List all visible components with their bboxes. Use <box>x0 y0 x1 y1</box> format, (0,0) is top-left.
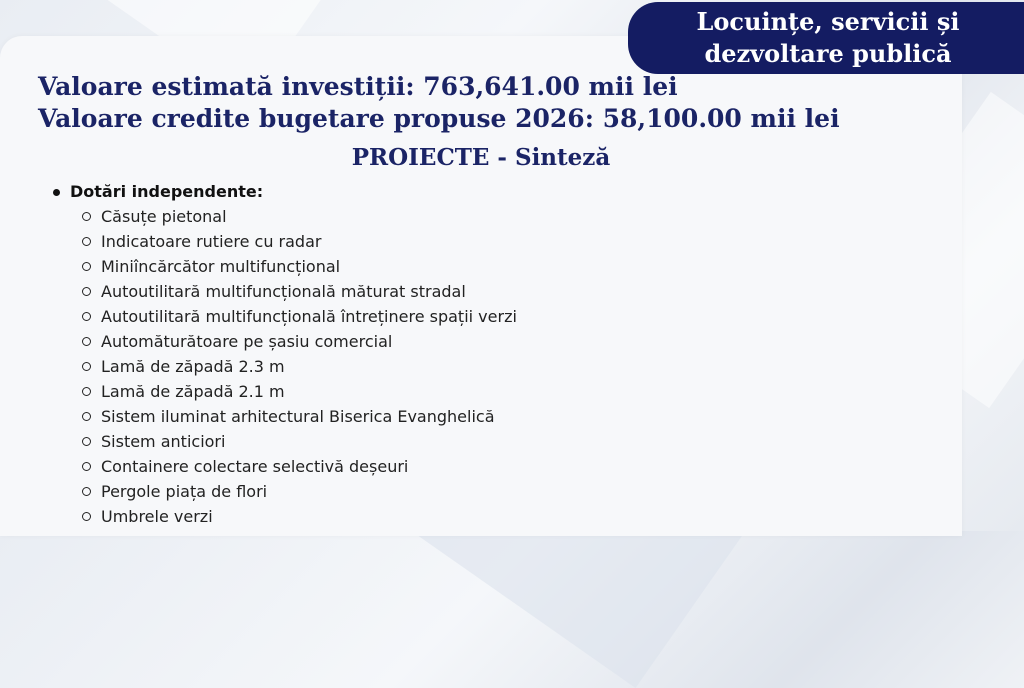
budget-credits-heading: Valoare credite bugetare propuse 2026: 58,100.00 mii lei <box>38 104 840 133</box>
list-item: Autoutilitară multifuncțională întreținere spații verzi <box>80 304 517 329</box>
investment-value-heading: Valoare estimată investiții: 763,641.00 mii lei <box>38 72 678 101</box>
list-item: Autoutilitară multifuncțională măturat stradal <box>80 279 517 304</box>
list-item: Automăturătoare pe șasiu comercial <box>80 329 517 354</box>
list-item: Containere colectare selectivă deșeuri <box>80 454 517 479</box>
projects-list <box>50 180 517 526</box>
sub-list <box>80 204 517 529</box>
list-item: Pergole piața de flori <box>80 479 517 504</box>
list-heading: Dotări independente: <box>70 182 264 201</box>
section-title: PROIECTE - Sinteză <box>351 144 611 171</box>
list-item: Lamă de zăpadă 2.1 m <box>80 379 517 404</box>
category-badge-line-2: dezvoltare publică <box>704 39 952 68</box>
list-item: Miniîncărcător multifuncțional <box>80 254 517 279</box>
list-item: Sistem anticiori <box>80 429 517 454</box>
list-item: Căsuțe pietonal <box>80 204 517 229</box>
list-item: Lamă de zăpadă 2.3 m <box>80 354 517 379</box>
category-badge-line-1: Locuințe, servicii și <box>696 7 960 36</box>
list-item: Umbrele verzi <box>80 504 517 529</box>
category-badge <box>628 2 1024 74</box>
list-item: Indicatoare rutiere cu radar <box>80 229 517 254</box>
list-item-independent-equipment <box>50 180 517 526</box>
list-item: Sistem iluminat arhitectural Biserica Evanghelică <box>80 404 517 429</box>
